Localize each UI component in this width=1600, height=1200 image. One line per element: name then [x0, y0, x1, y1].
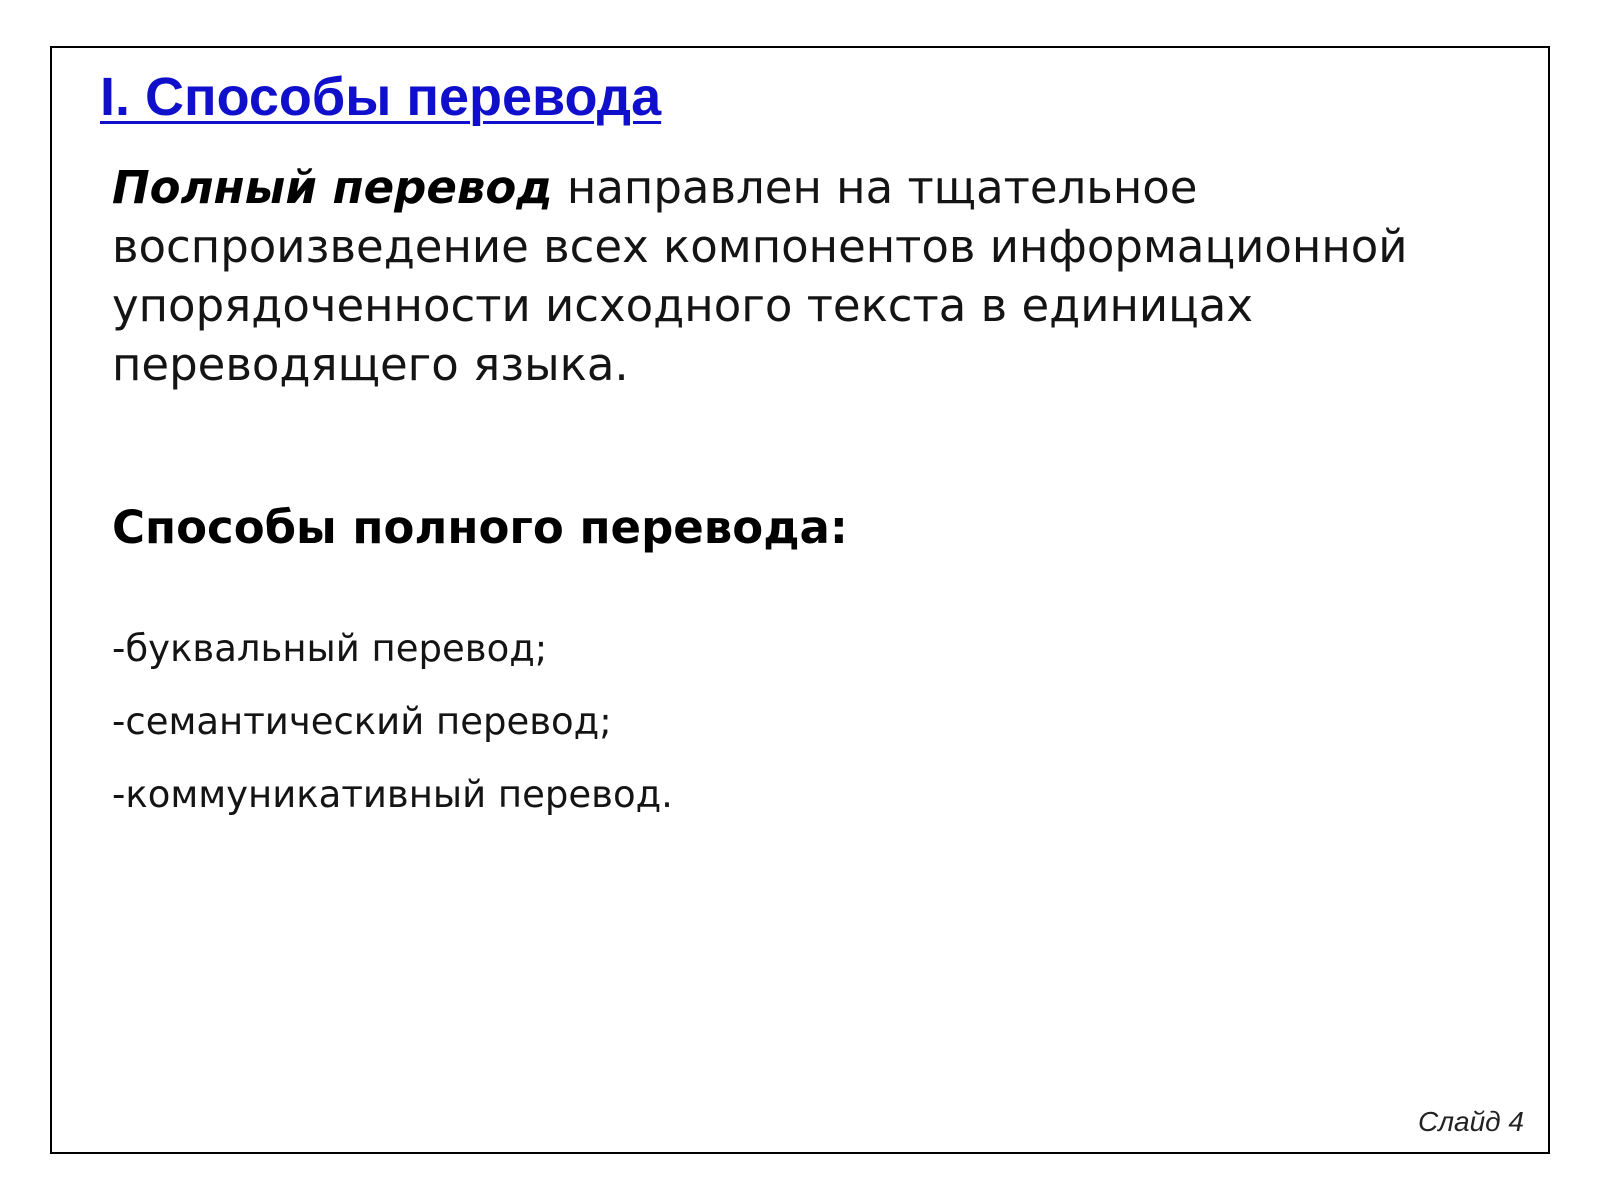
- methods-heading: Способы полного перевода:: [112, 501, 848, 554]
- slide-title[interactable]: I. Способы перевода: [100, 67, 662, 127]
- slide-number: Слайд 4: [1418, 1106, 1524, 1137]
- list-item-semantic: -семантический перевод;: [112, 700, 612, 743]
- slide-frame: [50, 46, 1550, 1154]
- list-item-communicative: -коммуникативный перевод.: [112, 773, 673, 816]
- definition-paragraph: [112, 158, 1472, 394]
- definition-text: направлен на тщательное воспроизведение всех компонентов информационной упорядоченности исходного текста в единицах переводящего языка.: [112, 161, 1408, 391]
- methods-list: [112, 628, 673, 847]
- definition-term: Полный перевод: [112, 161, 553, 214]
- list-item-literal: -буквальный перевод;: [112, 627, 548, 670]
